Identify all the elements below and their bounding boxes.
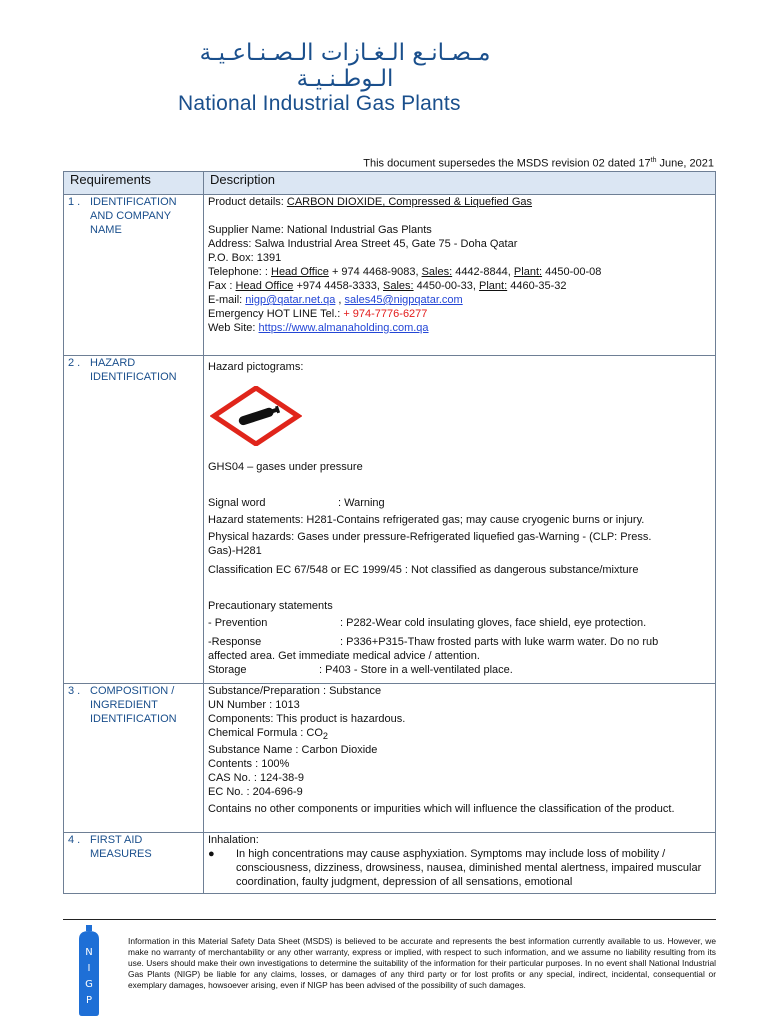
fax-prefix: Fax : — [208, 280, 236, 292]
section-first-aid — [64, 833, 716, 894]
list-item — [208, 847, 711, 889]
web-prefix: Web Site: — [208, 322, 259, 334]
tel-prefix: Telephone: : — [208, 266, 271, 278]
cas-number: CAS No. : 124-38-9 — [208, 772, 304, 785]
fax-head-label: Head Office — [235, 280, 294, 292]
prevention-label: - Prevention — [208, 617, 268, 629]
description-cell — [204, 833, 716, 894]
un-number: UN Number : 1013 — [208, 699, 300, 711]
tel-head-label: Head Office — [271, 266, 329, 278]
response-continued: affected area. Get immediate medical advice / attention. — [208, 650, 480, 662]
website-link[interactable]: https://www.almanaholding.com.qa — [258, 322, 429, 334]
supersedes-text: This document supersedes the MSDS revision 02 dated 17 — [363, 157, 651, 170]
supplier-name: Supplier Name: National Industrial Gas Plants — [208, 224, 432, 236]
bullet-icon: ● — [208, 848, 215, 860]
section-identification — [64, 195, 716, 356]
hazard-statements: Hazard statements: H281-Contains refrigerated gas; may cause cryogenic burns or injury. — [208, 514, 645, 526]
physical-hazards-2: Gas)-H281 — [208, 545, 262, 557]
hotline-prefix: Emergency HOT LINE Tel.: — [208, 308, 344, 320]
response — [208, 635, 711, 649]
col-requirements: Requirements — [64, 172, 204, 195]
disclaimer-text: Information in this Material Safety Data Sheet (MSDS) is believed to be accurate and represents the best information currently available to us. However, we make no warranty of merchantability or any other warranty, express or implied, with respect to such information, and we assume no liability resulting from its use. Users should make their own investigations to determine the suitability of the information for their particular purposes. In no event shall National Industrial Gas Plants (NIGP) be liable for any claims, losses, or damages of any third party or for lost profits or any special, indirect, incidental, consequential or exemplary damages, howsoever arising, even if NIGP has been advised of the possibility of such damages. — [128, 936, 716, 990]
footer-divider — [63, 919, 716, 920]
company-name-arabic: مـصـانـع الـغـازات الـصـنـاعـيـة الـوطـنـيـة — [199, 40, 491, 92]
classification: Classification EC 67/548 or EC 1999/45 : Not classified as dangerous substance/mixture — [208, 564, 639, 576]
tel-sales-label: Sales: — [421, 266, 453, 278]
section-number: 1 . — [68, 196, 81, 208]
requirement-cell — [64, 684, 204, 833]
fax-sales-label: Sales: — [383, 280, 414, 292]
response-value: : P336+P315-Thaw frosted parts with luke warm water. Do no rub — [340, 636, 659, 648]
section-number: 4 . — [68, 834, 81, 846]
response-label: -Response — [208, 636, 262, 648]
fax-plant: 4460-35-32 — [507, 280, 567, 292]
supersedes-note — [363, 157, 714, 170]
email — [208, 293, 711, 307]
section-label: IDENTIFICATION AND COMPANY NAME — [90, 196, 177, 236]
components: Components: This product is hazardous. — [208, 713, 406, 725]
section-number: 3 . — [68, 685, 81, 697]
address: Address: Salwa Industrial Area Street 45, Gate 75 - Doha Qatar — [208, 238, 518, 250]
fax — [208, 279, 711, 293]
bullet-text: In high concentrations may cause asphyxiation. Symptoms may include loss of mobility / consciousness, dizziness, drowsiness, nausea, diminished mental alertness, impaired muscular coordination, faulty judgment, depression of all sensations, emotional — [236, 848, 702, 888]
telephone — [208, 265, 711, 279]
nigp-cylinder-logo — [74, 925, 104, 1017]
section-label: FIRST AID MEASURES — [90, 834, 152, 860]
section-composition — [64, 684, 716, 833]
inhalation-title: Inhalation: — [208, 834, 259, 846]
logo-letter-n: N — [85, 947, 93, 958]
ghs04-gas-cylinder-icon — [210, 386, 302, 446]
description-cell — [204, 356, 716, 684]
section-hazard — [64, 356, 716, 684]
substance-name: Substance Name : Carbon Dioxide — [208, 744, 378, 757]
website — [208, 321, 711, 335]
requirement-cell — [64, 195, 204, 356]
description-cell — [204, 684, 716, 833]
msds-table — [63, 171, 716, 894]
formula-subscript: 2 — [322, 731, 329, 742]
physical-hazards-1: Physical hazards: Gases under pressure-Refrigerated liquefied gas-Warning - (CLP: Press. — [208, 531, 652, 543]
logo-letter-g: G — [85, 979, 93, 990]
storage — [208, 663, 711, 677]
requirement-cell — [64, 833, 204, 894]
fax-head: +974 4458-3333, — [293, 280, 384, 292]
product-details — [208, 195, 711, 209]
logo-letter-p: P — [85, 995, 93, 1006]
col-description: Description — [204, 172, 716, 195]
chemical-formula — [208, 726, 711, 743]
ghs-code: GHS04 – gases under pressure — [208, 461, 363, 473]
storage-label: Storage — [208, 664, 247, 676]
product-prefix: Product details: — [208, 196, 287, 208]
tel-sales: 4442-8844, — [452, 266, 514, 278]
precautionary-title: Precautionary statements — [208, 600, 333, 612]
supersedes-sup: th — [650, 157, 657, 164]
email-prefix: E-mail: — [208, 294, 246, 306]
fax-plant-label: Plant: — [479, 280, 508, 292]
contains-note: Contains no other components or impurities which will influence the classification of the product. — [208, 803, 675, 816]
company-name: National Industrial Gas Plants — [178, 92, 461, 115]
po-box: P.O. Box: 1391 — [208, 252, 282, 264]
section-label: COMPOSITION / INGREDIENT IDENTIFICATION — [90, 685, 177, 725]
logo-letter-i: I — [87, 963, 91, 974]
product-name-link[interactable]: CARBON DIOXIDE, Compressed & Liquefied Gas — [286, 196, 533, 208]
tel-head: + 974 4468-9083, — [328, 266, 422, 278]
fax-sales: 4450-00-33, — [413, 280, 480, 292]
email-link-sales[interactable]: sales45@nigpqatar.com — [344, 294, 463, 306]
prevention — [208, 616, 711, 630]
formula-prefix: Chemical Formula : CO — [208, 727, 323, 739]
contents: Contents : 100% — [208, 758, 290, 771]
section-label: HAZARD IDENTIFICATION — [90, 357, 177, 383]
table-header-row — [64, 172, 716, 195]
signal-word-value: : Warning — [338, 497, 385, 509]
supersedes-date: June, 2021 — [656, 157, 714, 170]
tel-plant-label: Plant: — [513, 266, 543, 278]
hotline-number: + 974-7776-6277 — [343, 308, 428, 320]
requirement-cell — [64, 356, 204, 684]
signal-word — [208, 496, 711, 510]
pictograms-title: Hazard pictograms: — [208, 361, 304, 373]
ec-number: EC No. : 204-696-9 — [208, 786, 303, 799]
section-number: 2 . — [68, 357, 81, 369]
signal-word-label: Signal word — [208, 497, 266, 509]
tel-plant: 4450-00-08 — [542, 266, 602, 278]
emergency-hotline — [208, 307, 711, 321]
company-header — [178, 40, 512, 116]
email-separator: , — [335, 294, 345, 306]
storage-value: : P403 - Store in a well-ventilated place. — [319, 664, 513, 676]
substance: Substance/Preparation : Substance — [208, 685, 382, 697]
description-cell — [204, 195, 716, 356]
prevention-value: : P282-Wear cold insulating gloves, face shield, eye protection. — [340, 617, 647, 629]
email-link-nigp[interactable]: nigp@qatar.net.qa — [245, 294, 336, 306]
